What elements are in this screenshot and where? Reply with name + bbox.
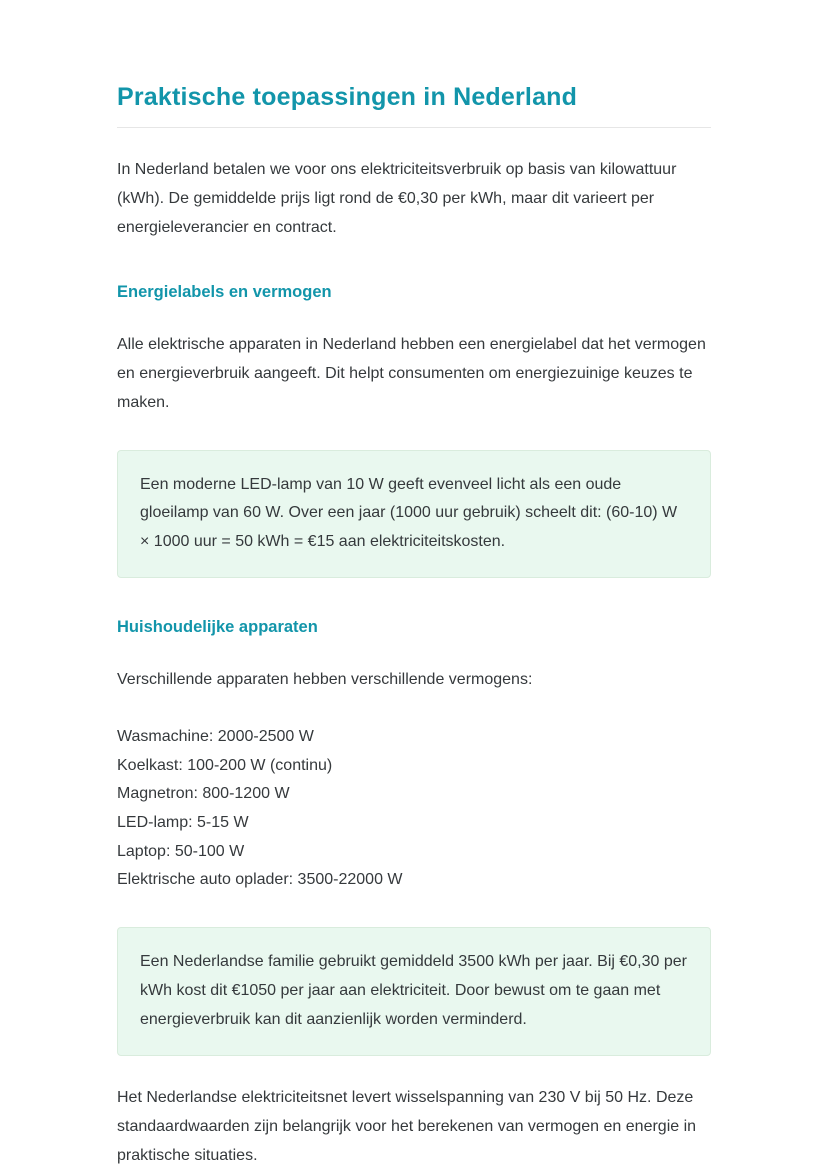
intro-paragraph: In Nederland betalen we voor ons elektriciteitsverbruik op basis van kilowattuur (kWh). De gemiddelde prijs ligt rond de €0,30 per kWh, maar dit varieert per energieleverancier en contract. bbox=[117, 161, 677, 236]
list-item: LED-lamp: 5-15 W bbox=[117, 814, 249, 831]
callout-led-example: Een moderne LED-lamp van 10 W geeft evenveel licht als een oude gloeilamp van 60 W. Over een jaar (1000 uur gebruik) scheelt dit: (60-10) W × 1000 uur = 50 kWh = €15 aan elektriciteitskosten. bbox=[117, 450, 711, 579]
apparaten-paragraph: Verschillende apparaten hebben verschillende vermogens: bbox=[117, 671, 533, 689]
list-item: Laptop: 50-100 W bbox=[117, 842, 245, 860]
outro-paragraph: Het Nederlandse elektriciteitsnet levert wisselspanning van 230 V bij 50 Hz. Deze standaardwaarden zijn belangrijk voor het berekenen van vermogen en energie in praktische situaties. bbox=[117, 1088, 697, 1164]
page-title: Praktische toepassingen in Nederland bbox=[117, 83, 578, 111]
callout-family-usage: Een Nederlandse familie gebruikt gemiddeld 3500 kWh per jaar. Bij €0,30 per kWh kost dit €1050 per jaar aan elektriciteit. Door bewust om te gaan met energieverbruik kan dit aanzienlijk worden verminderd. bbox=[117, 927, 711, 1056]
list-item: Wasmachine: 2000-2500 W bbox=[117, 728, 314, 746]
title-divider bbox=[117, 127, 711, 128]
section-heading-energielabels: Energielabels en vermogen bbox=[117, 282, 332, 301]
device-power-list bbox=[117, 723, 711, 895]
list-item: Magnetron: 800-1200 W bbox=[117, 785, 290, 803]
section-heading-apparaten: Huishoudelijke apparaten bbox=[117, 618, 318, 637]
list-item: Elektrische auto oplader: 3500-22000 W bbox=[117, 871, 403, 889]
list-item: Koelkast: 100-200 W (continu) bbox=[117, 756, 333, 774]
energielabels-paragraph: Alle elektrische apparaten in Nederland hebben een energielabel dat het vermogen en energieverbruik aangeeft. Dit helpt consumenten om energiezuinige keuzes te maken. bbox=[117, 335, 706, 411]
